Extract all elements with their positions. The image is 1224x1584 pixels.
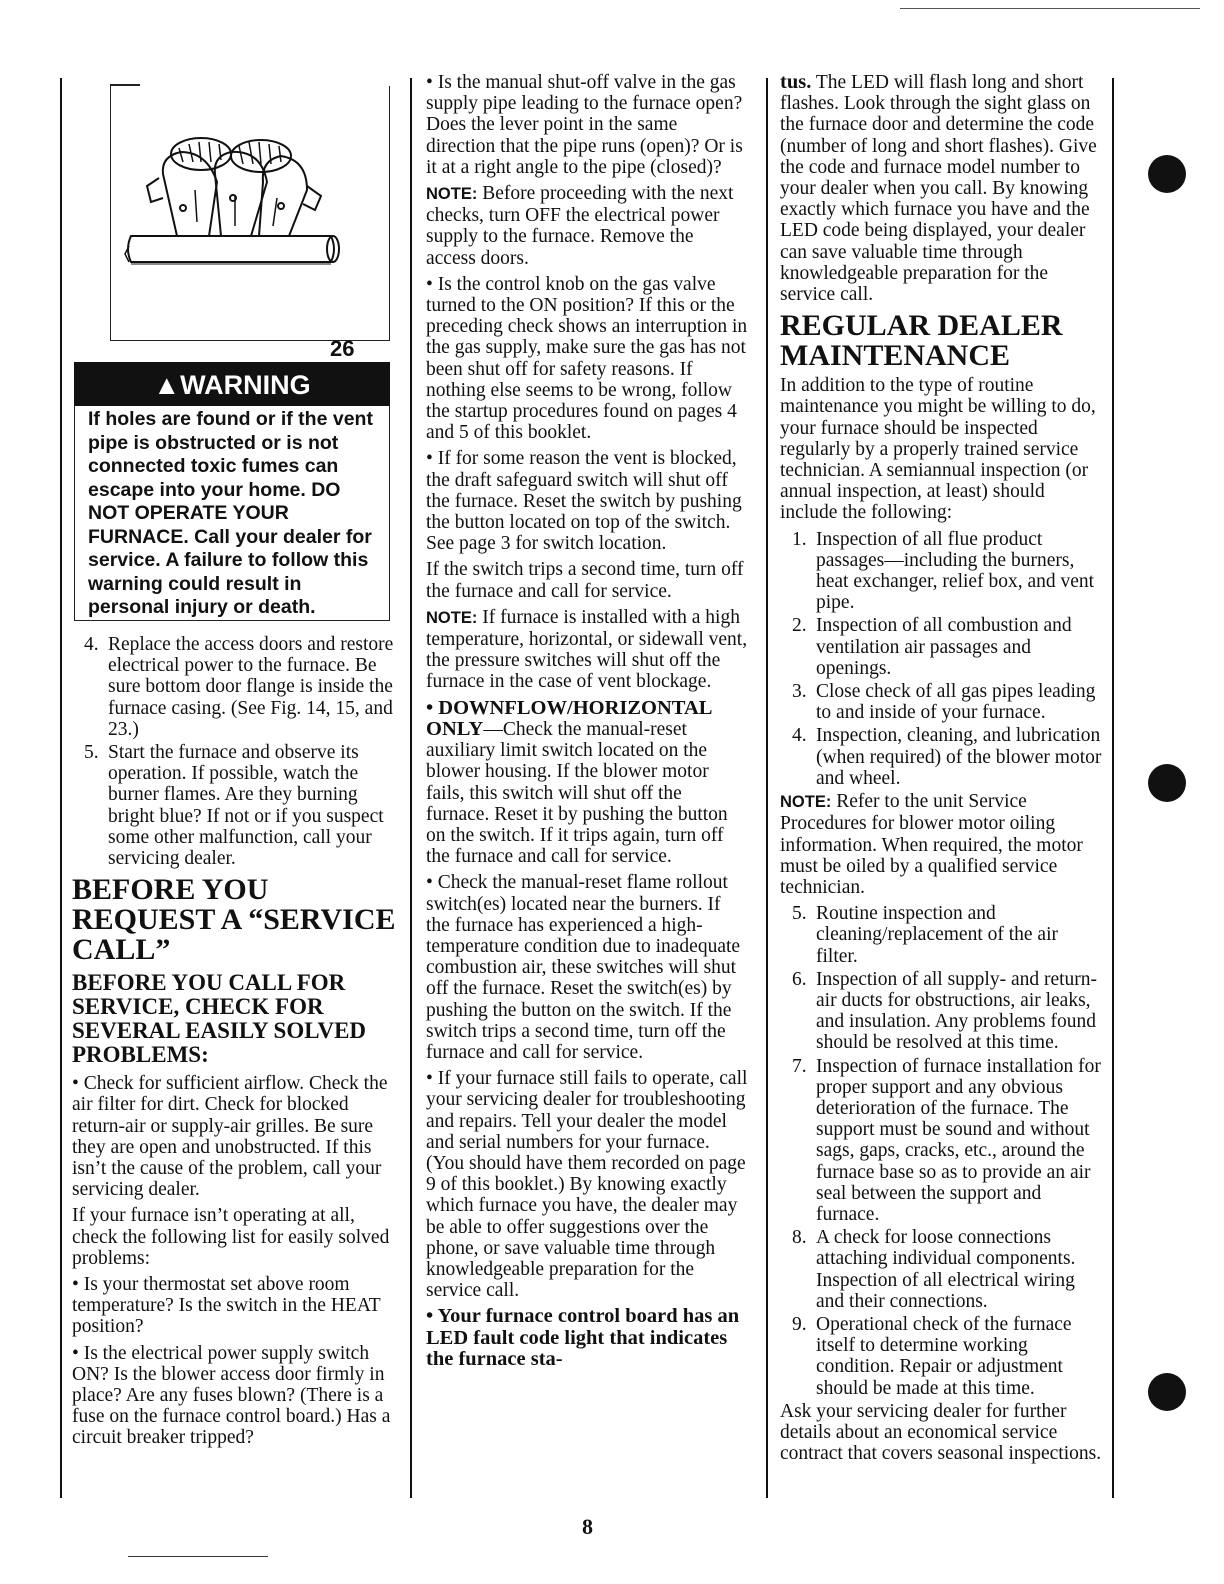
column-divider-1	[410, 78, 412, 1498]
list-item: 9. Operational check of the furnace itself to determine working condition. Repair or adjustment should be made at this time.	[792, 1313, 1072, 1399]
warning-heading	[74, 362, 390, 406]
column-2	[426, 72, 748, 1375]
paragraph: • If your furnace still fails to operate, call your servicing dealer for troubleshooting and repairs. Tell your dealer the model and serial numbers for your furnace. (You should have them recorded on page 9 of this booklet.) By knowing exactly which furnace you have, the dealer may be able to offer suggestions over the phone, or save valuable time through knowledgeable preparation for the service call.	[426, 1068, 748, 1302]
paragraph: If your furnace isn’t operating at all, check the following list for easily solved problems:	[72, 1205, 390, 1269]
list-item: 7. Inspection of furnace installation for proper support and any obvious deterioration of the furnace. The support must be sound and without sags, gaps, cracks, etc., around the furnace base so as to provide an air seal between the support and furnace.	[792, 1055, 1101, 1225]
paragraph: • Is the manual shut-off valve in the gas supply pipe leading to the furnace open? Does the lever point in the same direction that the pipe runs (open)? Or is it at a right angle to the pipe (closed)?	[426, 72, 743, 178]
warning-triangle-icon: ▲	[153, 370, 181, 400]
list-item: 8. A check for loose connections attaching individual components. Inspection of all electrical wiring and their connections.	[792, 1227, 1076, 1312]
column-3	[780, 72, 1102, 1469]
section-heading-maintenance: REGULAR DEALER MAINTENANCE	[780, 309, 1063, 373]
warning-text: If holes are found or if the vent pipe is obstructed or is not connected toxic fumes can escape into your home. DO NOT OPERATE YOUR FURNACE. Call your dealer for service. A failure to follow this warning could result in personal injury or death.	[88, 408, 373, 618]
column-1	[72, 634, 398, 1454]
list-item: 4. Inspection, cleaning, and lubrication (when required) of the blower motor and wheel.	[792, 725, 1102, 789]
paragraph: • DOWNFLOW/HORIZONTAL ONLY—Check the manual-reset auxiliary limit switch located on the blower housing. If the blower motor fails, this switch will shut off the furnace. Reset it by pushing the button on the switch. If it trips again, turn off the furnace and call for service.	[426, 696, 728, 868]
binder-hole-top	[1148, 155, 1186, 193]
paragraph: • Check the manual-reset flame rollout switch(es) located near the burners. If the furnace has experienced a high-temperature condition due to inadequate combustion air, these switches will shut off the furnace. Reset the switch(es) by pushing the button on the switch. If the switch trips a second time, turn off the furnace and call for service.	[426, 872, 741, 1063]
note: NOTE: Refer to the unit Service Procedures for blower motor oiling information. When required, the motor must be oiled by a qualified service technician.	[780, 791, 1083, 898]
list-item: 2. Inspection of all combustion and ventilation air passages and openings.	[792, 615, 1072, 679]
paragraph: Ask your servicing dealer for further details about an economical service contract that covers seasonal inspections.	[780, 1400, 1102, 1465]
paragraph: • Is your thermostat set above room temperature? Is the switch in the HEAT position?	[72, 1274, 381, 1338]
paragraph: • Check for sufficient airflow. Check the air filter for dirt. Check for blocked return-air or supply-air grilles. Be sure they are open and unobstructed. If this isn’t the cause of the problem, call your servicing dealer.	[72, 1073, 388, 1201]
paragraph: • Is the control knob on the gas valve turned to the ON position? If this or the preceding check shows an interruption in the gas supply, make sure the gas has not been shut off for safety reasons. If nothing else seems to be wrong, follow the startup procedures found on pages 4 and 5 of this booklet.	[426, 273, 748, 444]
maintenance-list	[780, 529, 1102, 789]
subheading-check-problems: BEFORE YOU CALL FOR SERVICE, CHECK FOR SEVERAL EASILY SOLVED PROBLEMS:	[72, 970, 367, 1068]
paragraph: If the switch trips a second time, turn off the furnace and call for service.	[426, 559, 744, 602]
right-margin-rule	[1112, 78, 1114, 1498]
figure-number: 26	[330, 336, 355, 361]
note: NOTE: If furnace is installed with a high temperature, horizontal, or sidewall vent, the pressure switches will shut off the furnace in the case of vent blockage.	[426, 606, 748, 693]
note: NOTE: Before proceeding with the next checks, turn OFF the electrical power supply to the furnace. Remove the access doors.	[426, 183, 734, 269]
paragraph: • Is the electrical power supply switch ON? Is the blower access door firmly in place? Are any fuses blown? (There is a fuse on the furnace control board.) Has a circuit breaker tripped?	[72, 1342, 391, 1449]
list-item: 3. Close check of all gas pipes leading to and inside of your furnace.	[792, 681, 1096, 724]
startup-steps	[72, 634, 398, 869]
figure-frame	[110, 86, 390, 341]
warning-heading-text: WARNING	[180, 370, 311, 400]
page-number: 8	[582, 1514, 593, 1539]
bottom-rule	[128, 1556, 268, 1557]
paragraph: tus. The LED will flash long and short flashes. Look through the sight glass on the furnace door and determine the code (number of long and short flashes). Give the code and furnace model number to your dealer when you call. By knowing exactly which furnace you have and the LED code being displayed, your dealer can save valuable time through knowledgeable preparation for the service call.	[780, 71, 1097, 306]
list-item: 5. Start the furnace and observe its operation. If possible, watch the burner flames. Are they burning bright blue? If not or if you suspect some other malfunction, call your servicing dealer.	[84, 742, 384, 870]
list-item: 4. Replace the access doors and restore electrical power to the furnace. Be sure bottom door flange is inside the furnace casing. (See Fig. 14, 15, and 23.)	[84, 634, 394, 740]
list-item: 6. Inspection of all supply- and return-air ducts for obstructions, air leaks, and insulation. Any problems found should be resolved at this time.	[792, 968, 1098, 1054]
list-item: 5. Routine inspection and cleaning/replacement of the air filter.	[792, 903, 1058, 967]
column-divider-2	[766, 78, 768, 1498]
burner-illustration	[111, 86, 389, 340]
left-margin-rule	[60, 78, 62, 1498]
maintenance-list-continued	[780, 903, 1102, 1399]
binder-hole-middle	[1148, 764, 1186, 802]
top-rule	[900, 8, 1200, 9]
paragraph: In addition to the type of routine maintenance you might be willing to do, your furnace should be inspected regularly by a properly trained service technician. A semiannual inspection (or annual inspection, at least) should include the following:	[780, 375, 1096, 524]
paragraph: • Your furnace control board has an LED fault code light that indicates the furnace sta-	[426, 1305, 740, 1370]
list-item: 1. Inspection of all flue product passages—including the burners, heat exchanger, relief box, and vent pipe.	[792, 528, 1095, 614]
paragraph: • If for some reason the vent is blocked, the draft safeguard switch will shut off the furnace. Reset the switch by pushing the button located on top of the switch. See page 3 for switch location.	[426, 448, 742, 555]
section-heading-service-call: BEFORE YOU REQUEST A “SERVICE CALL”	[72, 873, 396, 967]
binder-hole-bottom	[1148, 1373, 1186, 1411]
